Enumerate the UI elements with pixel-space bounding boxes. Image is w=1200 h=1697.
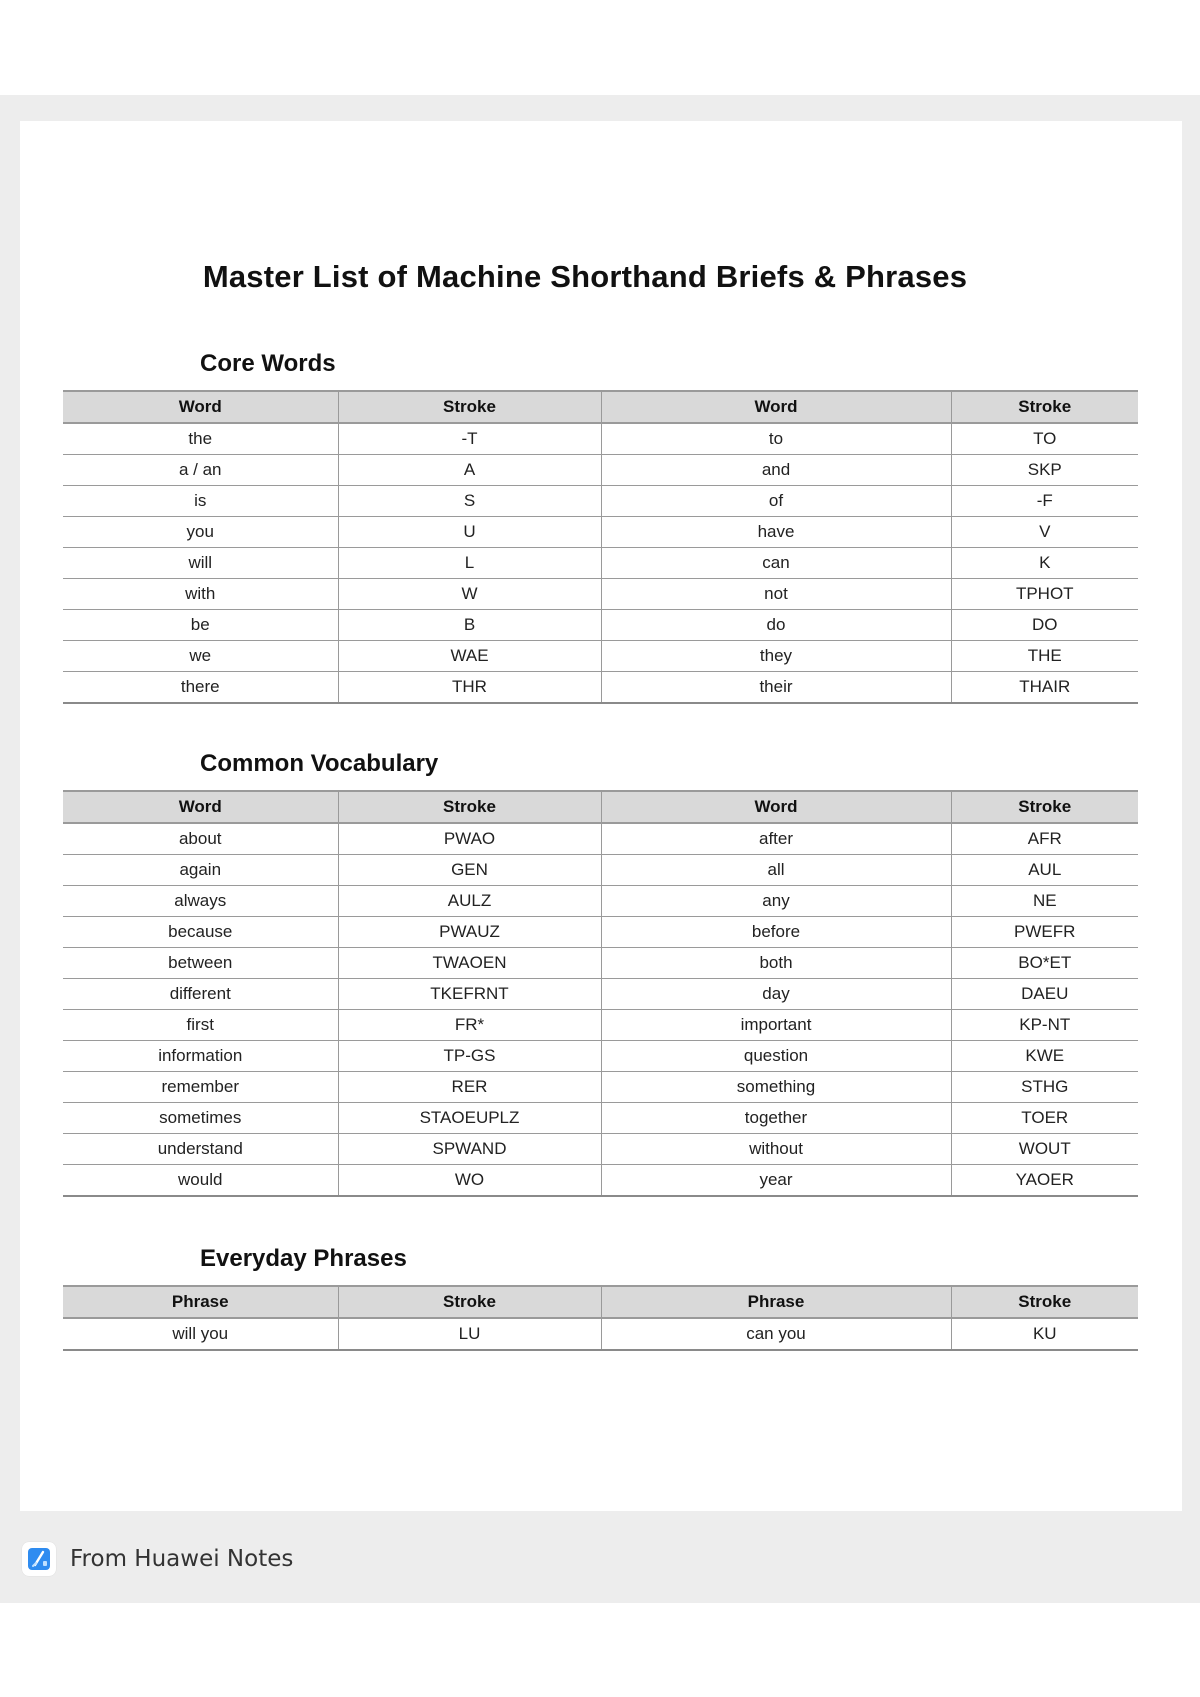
- word-cell: something: [601, 1072, 951, 1103]
- word-cell: is: [63, 486, 338, 517]
- word-cell: a / an: [63, 455, 338, 486]
- word-cell: sometimes: [63, 1103, 338, 1134]
- column-header: Phrase: [63, 1286, 338, 1318]
- word-cell: important: [601, 1010, 951, 1041]
- stroke-cell: AUL: [951, 855, 1138, 886]
- column-header: Word: [63, 791, 338, 823]
- stroke-cell: B: [338, 610, 601, 641]
- document-title: Master List of Machine Shorthand Briefs & Phrases: [202, 259, 968, 294]
- table-row: [63, 641, 1138, 672]
- word-cell: information: [63, 1041, 338, 1072]
- word-cell: all: [601, 855, 951, 886]
- table-row: [63, 517, 1138, 548]
- table-row: [63, 486, 1138, 517]
- stroke-cell: TPHOT: [951, 579, 1138, 610]
- stroke-cell: FR*: [338, 1010, 601, 1041]
- stroke-cell: TP-GS: [338, 1041, 601, 1072]
- word-cell: day: [601, 979, 951, 1010]
- column-header: Phrase: [601, 1286, 951, 1318]
- table-header-row: [63, 791, 1138, 823]
- word-cell: have: [601, 517, 951, 548]
- word-cell: first: [63, 1010, 338, 1041]
- word-cell: there: [63, 672, 338, 704]
- word-cell: both: [601, 948, 951, 979]
- word-cell: they: [601, 641, 951, 672]
- stroke-cell: PWAUZ: [338, 917, 601, 948]
- word-cell: with: [63, 579, 338, 610]
- stroke-cell: -F: [951, 486, 1138, 517]
- word-cell: be: [63, 610, 338, 641]
- word-cell: do: [601, 610, 951, 641]
- stroke-cell: SPWAND: [338, 1134, 601, 1165]
- table-row: [63, 1318, 1138, 1350]
- stroke-cell: STAOEUPLZ: [338, 1103, 601, 1134]
- stroke-cell: K: [951, 548, 1138, 579]
- stroke-cell: TWAOEN: [338, 948, 601, 979]
- stroke-cell: LU: [338, 1318, 601, 1350]
- column-header: Word: [601, 391, 951, 423]
- everyday-phrases-table: [63, 1285, 1138, 1351]
- stroke-cell: STHG: [951, 1072, 1138, 1103]
- table-row: [63, 979, 1138, 1010]
- stroke-cell: DO: [951, 610, 1138, 641]
- stroke-cell: TKEFRNT: [338, 979, 601, 1010]
- stroke-cell: GEN: [338, 855, 601, 886]
- word-cell: together: [601, 1103, 951, 1134]
- stroke-cell: A: [338, 455, 601, 486]
- stroke-cell: WO: [338, 1165, 601, 1197]
- word-cell: will: [63, 548, 338, 579]
- table-header-row: [63, 391, 1138, 423]
- table-row: [63, 1165, 1138, 1197]
- table-row: [63, 1072, 1138, 1103]
- common-vocabulary-table: [63, 790, 1138, 1197]
- stroke-cell: THE: [951, 641, 1138, 672]
- column-header: Stroke: [338, 791, 601, 823]
- table-row: [63, 455, 1138, 486]
- column-header: Word: [601, 791, 951, 823]
- column-header: Stroke: [951, 791, 1138, 823]
- stroke-cell: DAEU: [951, 979, 1138, 1010]
- stroke-cell: KWE: [951, 1041, 1138, 1072]
- word-cell: different: [63, 979, 338, 1010]
- stroke-cell: PWAO: [338, 823, 601, 855]
- table-row: [63, 948, 1138, 979]
- word-cell: between: [63, 948, 338, 979]
- table-row: [63, 1103, 1138, 1134]
- word-cell: and: [601, 455, 951, 486]
- word-cell: because: [63, 917, 338, 948]
- core-words-table: [63, 390, 1138, 704]
- table-row: [63, 823, 1138, 855]
- word-cell: question: [601, 1041, 951, 1072]
- stroke-cell: YAOER: [951, 1165, 1138, 1197]
- share-footer: [22, 1539, 293, 1579]
- huawei-notes-icon: [22, 1542, 56, 1576]
- word-cell: can you: [601, 1318, 951, 1350]
- stroke-cell: L: [338, 548, 601, 579]
- word-cell: the: [63, 423, 338, 455]
- stroke-cell: U: [338, 517, 601, 548]
- table-row: [63, 855, 1138, 886]
- stroke-cell: TO: [951, 423, 1138, 455]
- column-header: Stroke: [951, 391, 1138, 423]
- section-title-common-vocabulary: Common Vocabulary: [200, 750, 439, 777]
- stroke-cell: SKP: [951, 455, 1138, 486]
- stroke-cell: BO*ET: [951, 948, 1138, 979]
- stroke-cell: THAIR: [951, 672, 1138, 704]
- word-cell: without: [601, 1134, 951, 1165]
- word-cell: can: [601, 548, 951, 579]
- stroke-cell: W: [338, 579, 601, 610]
- stroke-cell: -T: [338, 423, 601, 455]
- word-cell: we: [63, 641, 338, 672]
- stroke-cell: PWEFR: [951, 917, 1138, 948]
- table-row: [63, 579, 1138, 610]
- table-row: [63, 1041, 1138, 1072]
- word-cell: you: [63, 517, 338, 548]
- word-cell: always: [63, 886, 338, 917]
- stroke-cell: TOER: [951, 1103, 1138, 1134]
- word-cell: year: [601, 1165, 951, 1197]
- table-row: [63, 672, 1138, 704]
- column-header: Stroke: [338, 1286, 601, 1318]
- word-cell: would: [63, 1165, 338, 1197]
- footer-source-label: From Huawei Notes: [70, 1546, 294, 1572]
- word-cell: again: [63, 855, 338, 886]
- stroke-cell: RER: [338, 1072, 601, 1103]
- word-cell: will you: [63, 1318, 338, 1350]
- stroke-cell: S: [338, 486, 601, 517]
- stroke-cell: V: [951, 517, 1138, 548]
- word-cell: their: [601, 672, 951, 704]
- table-row: [63, 917, 1138, 948]
- column-header: Stroke: [338, 391, 601, 423]
- table-row: [63, 548, 1138, 579]
- word-cell: about: [63, 823, 338, 855]
- stroke-cell: WAE: [338, 641, 601, 672]
- stroke-cell: KU: [951, 1318, 1138, 1350]
- word-cell: of: [601, 486, 951, 517]
- table-row: [63, 610, 1138, 641]
- table-row: [63, 1010, 1138, 1041]
- column-header: Word: [63, 391, 338, 423]
- table-row: [63, 423, 1138, 455]
- table-row: [63, 1134, 1138, 1165]
- word-cell: before: [601, 917, 951, 948]
- stroke-cell: KP-NT: [951, 1010, 1138, 1041]
- stroke-cell: AULZ: [338, 886, 601, 917]
- table-header-row: [63, 1286, 1138, 1318]
- stroke-cell: THR: [338, 672, 601, 704]
- word-cell: any: [601, 886, 951, 917]
- word-cell: not: [601, 579, 951, 610]
- stroke-cell: AFR: [951, 823, 1138, 855]
- word-cell: remember: [63, 1072, 338, 1103]
- section-title-everyday-phrases: Everyday Phrases: [200, 1245, 407, 1272]
- table-row: [63, 886, 1138, 917]
- word-cell: to: [601, 423, 951, 455]
- word-cell: after: [601, 823, 951, 855]
- stroke-cell: NE: [951, 886, 1138, 917]
- word-cell: understand: [63, 1134, 338, 1165]
- column-header: Stroke: [951, 1286, 1138, 1318]
- section-title-core-words: Core Words: [200, 350, 336, 377]
- stroke-cell: WOUT: [951, 1134, 1138, 1165]
